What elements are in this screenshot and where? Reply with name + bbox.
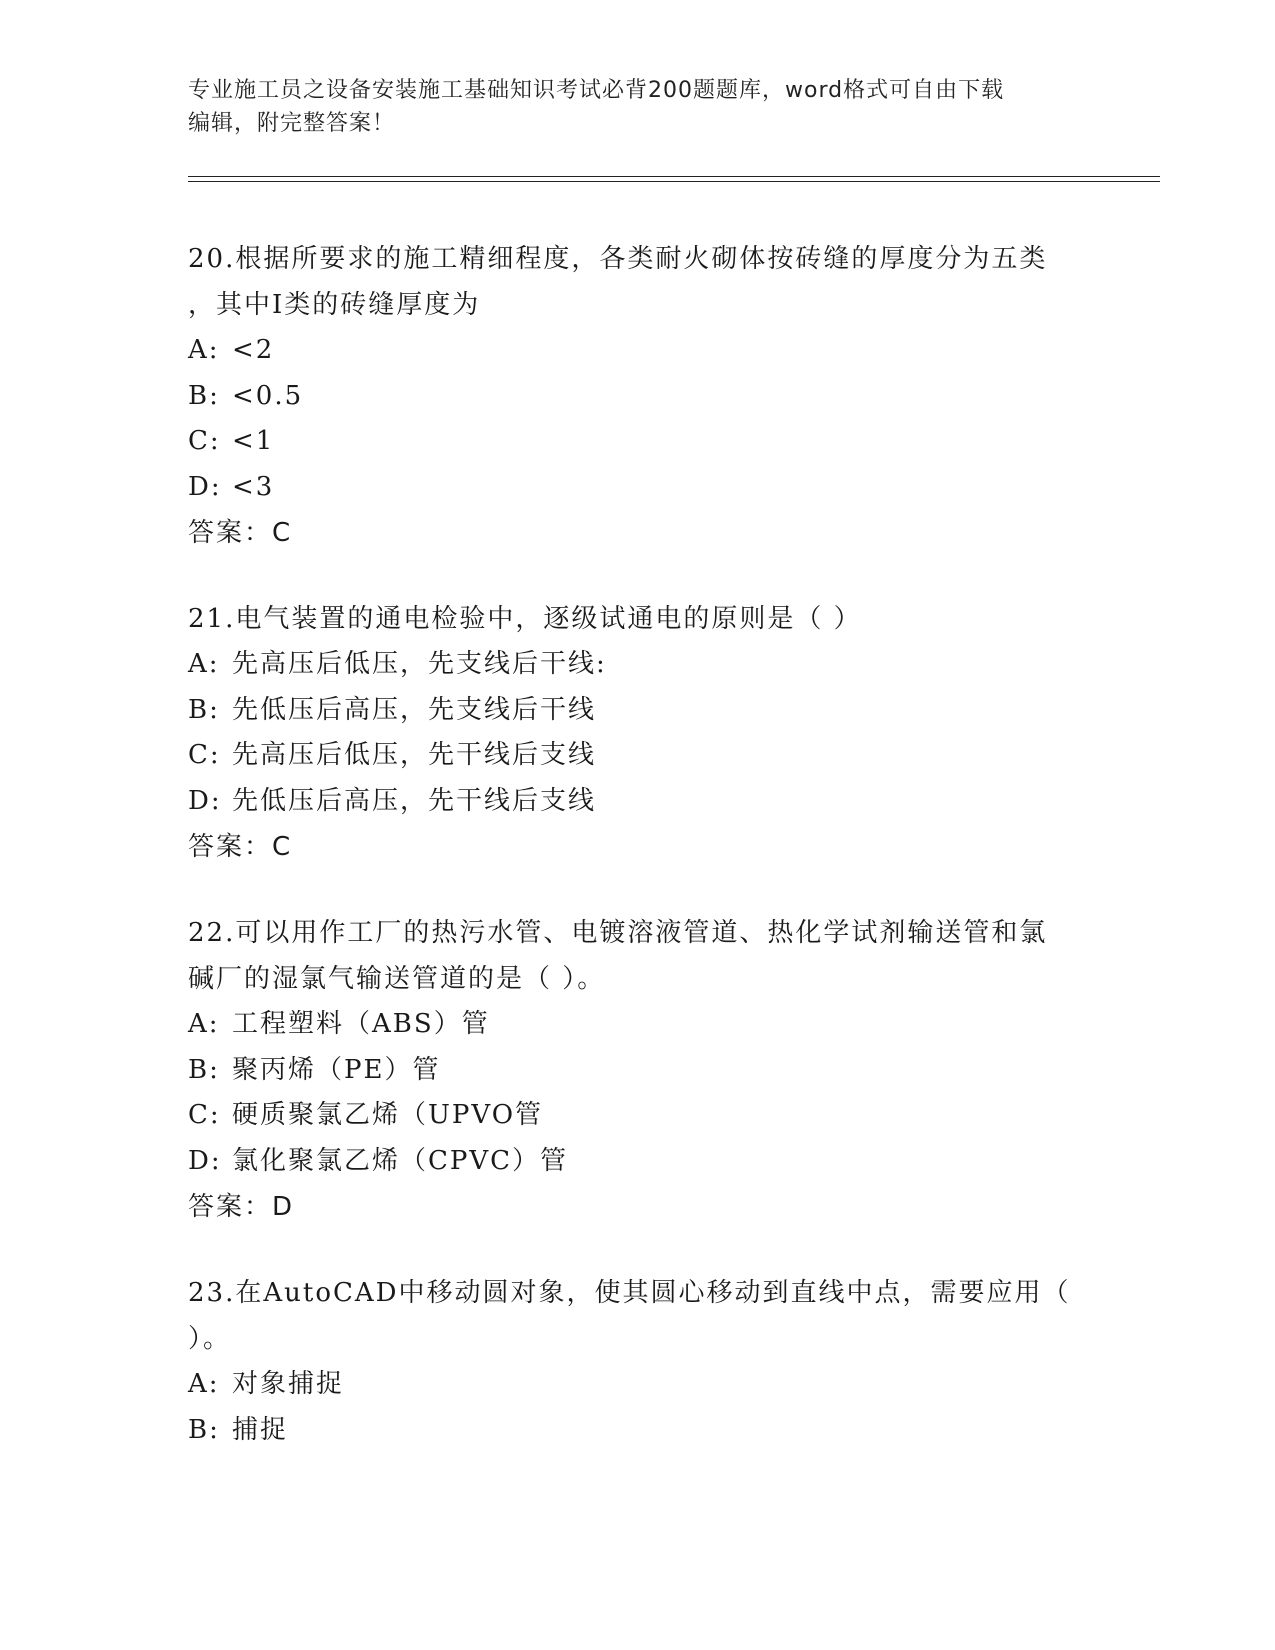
option-text: 先低压后高压，先支线后干线 — [232, 694, 597, 725]
question-21 — [188, 596, 1088, 870]
question-text-line: ）。 — [188, 1324, 232, 1354]
option-text: 工程塑料（ABS）管 — [232, 1009, 490, 1039]
question-text-line: 20.根据所要求的施工精细程度，各类耐火砌体按砖缝的厚度分为五类 — [188, 244, 1048, 274]
header-divider-top — [188, 176, 1160, 177]
option-label: C: — [188, 426, 221, 456]
option-b — [188, 688, 1088, 734]
option-label: B: — [188, 694, 220, 725]
option-a — [188, 1002, 1088, 1048]
question-text-line: 22.可以用作工厂的热污水管、电镀溶液管道、热化学试剂输送管和氯 — [188, 918, 1048, 948]
question-text — [188, 596, 1088, 642]
option-label: D: — [188, 785, 222, 816]
question-list — [188, 236, 1088, 1493]
option-label: B: — [188, 1414, 220, 1445]
question-20 — [188, 236, 1088, 556]
option-text: 硬质聚氯乙烯（UPVO管 — [232, 1100, 544, 1130]
option-text: <0.5 — [232, 380, 304, 411]
question-text-line: 21.电气装置的通电检验中，逐级试通电的原则是（ ） — [188, 604, 862, 634]
option-c — [188, 1093, 1088, 1139]
option-label: A: — [188, 335, 220, 365]
option-b — [188, 374, 1088, 420]
answer: 答案：C — [188, 518, 293, 548]
option-c — [188, 419, 1088, 465]
question-23 — [188, 1270, 1088, 1453]
question-text-line: 碱厂的湿氯气输送管道的是（ ）。 — [188, 964, 606, 994]
option-a — [188, 328, 1088, 374]
option-text: 先高压后低压，先干线后支线 — [232, 740, 597, 770]
option-text: 先高压后低压，先支线后干线: — [232, 649, 607, 679]
option-text: 聚丙烯（PE）管 — [232, 1054, 441, 1085]
option-label: A: — [188, 649, 220, 679]
option-label: C: — [188, 740, 221, 770]
option-b — [188, 1048, 1088, 1094]
option-label: A: — [188, 1009, 220, 1039]
option-label: D: — [188, 471, 222, 502]
option-label: D: — [188, 1145, 222, 1176]
option-label: A: — [188, 1369, 220, 1399]
option-text: 氯化聚氯乙烯（CPVC）管 — [232, 1145, 569, 1176]
question-22 — [188, 910, 1088, 1230]
question-text — [188, 1270, 1088, 1362]
header-line-1: 专业施工员之设备安装施工基础知识考试必背200题题库，word格式可自由下载 — [188, 78, 1005, 103]
option-text: 先低压后高压，先干线后支线 — [232, 785, 597, 816]
answer: 答案：C — [188, 832, 293, 862]
option-a — [188, 1362, 1088, 1408]
option-text: 捕捉 — [232, 1414, 289, 1445]
question-text — [188, 236, 1088, 328]
question-text — [188, 910, 1088, 1002]
option-label: C: — [188, 1100, 221, 1130]
header-line-2: 编辑，附完整答案！ — [188, 111, 396, 136]
question-text-line: ，其中I类的砖缝厚度为 — [188, 290, 481, 320]
option-a — [188, 642, 1088, 688]
option-d — [188, 465, 1088, 511]
answer: 答案：D — [188, 1192, 295, 1222]
option-d — [188, 779, 1088, 825]
option-label: B: — [188, 1054, 220, 1085]
option-text: <2 — [232, 335, 275, 365]
option-b — [188, 1408, 1088, 1454]
option-text: <3 — [232, 471, 275, 502]
header-divider-bottom — [188, 181, 1160, 182]
document-header — [188, 74, 1088, 140]
option-text: <1 — [232, 426, 275, 456]
question-text-line: 23.在AutoCAD中移动圆对象，使其圆心移动到直线中点，需要应用（ — [188, 1278, 1071, 1308]
option-c — [188, 733, 1088, 779]
option-text: 对象捕捉 — [232, 1369, 345, 1399]
option-d — [188, 1139, 1088, 1185]
option-label: B: — [188, 380, 220, 411]
